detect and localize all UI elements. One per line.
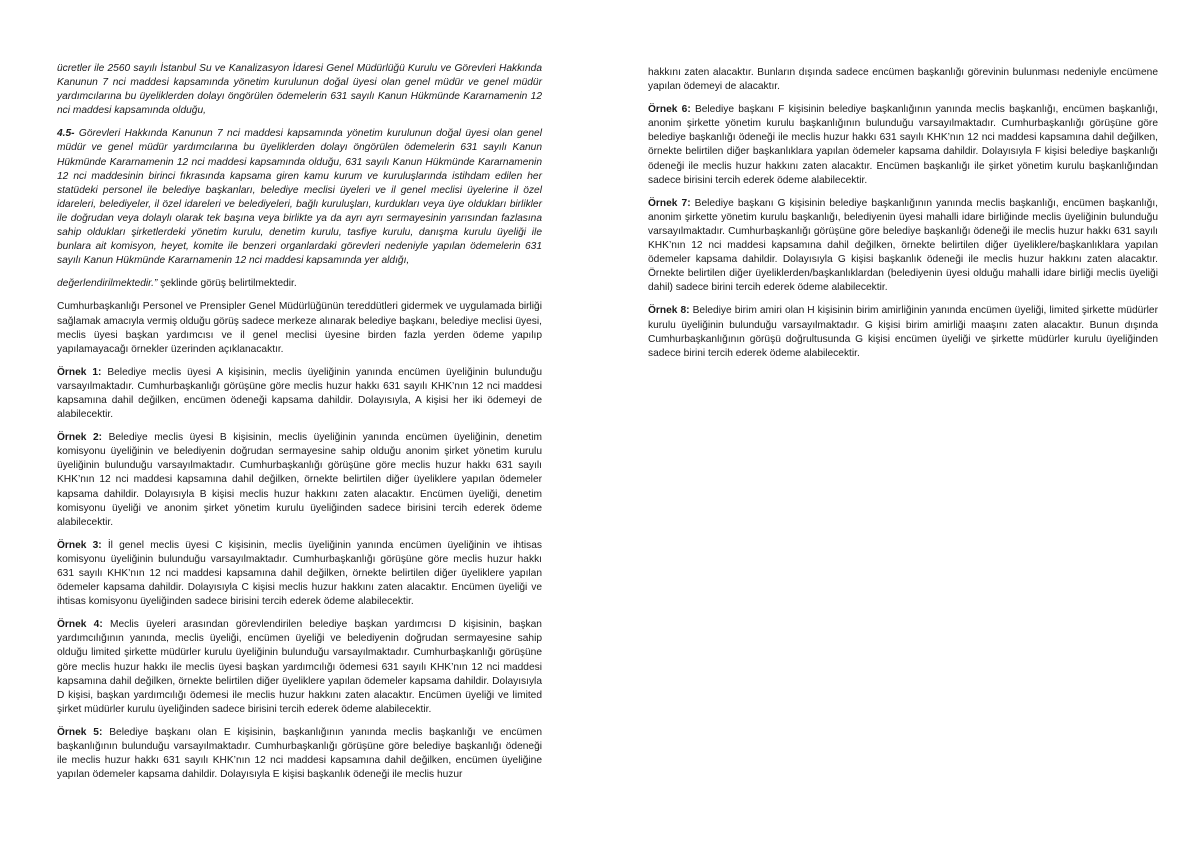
example-8 bbox=[648, 304, 1158, 360]
example-5 bbox=[57, 726, 542, 782]
example-label: Örnek 8: bbox=[648, 305, 690, 317]
example-text: Meclis üyeleri arasından görevlendirilen belediye başkan yardımcısı D kişisinin, başkan yardımcılığının yanında, meclis üyeliği, encümen üyeliği ve belediyenin doğrudan sermayesine sahip olduğu limited şirkette müdürler kurulu üyeliğinin bulunduğu varsayılmaktadır. Cumhurbaşkanlığı görüşüne göre meclis huzur hakkı ile meclis üyesi başkan yardımcılığı ödemesi 631 sayılı KHK’nın 12 nci maddesi kapsamına dahil değilken, örnekte belirtilen diğer üyeliklere yapılan ödemeler kapsama dahildir. Dolayısıyla D kişisi, başkan yardımcılığı ödemesi ile meclis huzur hakkını zaten alacaktır. Encümen üyeliği ve limited şirket müdürler kurulu üyeliğinden sadece birisini tercih ederek ödeme alabilecektir. bbox=[57, 619, 542, 715]
example-label: Örnek 4: bbox=[57, 619, 103, 631]
example-text: İl genel meclis üyesi C kişisinin, meclis üyeliğinin yanında encümen üyeliğinin ve ihtisas komisyonu üyeliğinin bulunduğu varsayılmaktadır. Cumhurbaşkanlığı görüşüne göre meclis huzur hakkı 631 sayılı KHK’nın 12 nci maddesi kapsamına dahil değilken, örnekte belirtilen diğer üyeliklere yapılan ödemeler kapsama dahildir. Dolayısıyla C kişisi meclis huzur hakkını zaten alacaktır. Encümen üyeliği ve ihtisas komisyonu üyeliğinden sadece birisini tercih ederek ödeme alabilecektir. bbox=[57, 539, 542, 608]
example-text: Belediye meclis üyesi A kişisinin, meclis üyeliğinin yanında encümen üyeliğinin bulunduğu varsayılmaktadır. Cumhurbaşkanlığı görüşüne göre meclis huzur hakkı 631 sayılı KHK’nın 12 nci maddesi kapsamına dahil değilken, encümen ödeneği kapsama dahildir. Dolayısıyla, A kişisi her iki ödemeyi de alabilecektir. bbox=[57, 366, 542, 421]
intro-paragraph: Cumhurbaşkanlığı Personel ve Prensipler Genel Müdürlüğünün tereddütleri gidermek ve uygulamada birliği sağlamak amacıyla vermiş olduğu görüş sadece merkeze alınarak belediye başkanı, belediye meclisi üyesi, meclis üyesi başkan yardımcısı ve il genel meclisi üyesine birden fazla yerden ödeme yapılıp yapılamayacağı örnekler üzerinden açıklanacaktır. bbox=[57, 301, 542, 355]
quote-paragraph-1: ücretler ile 2560 sayılı İstanbul Su ve Kanalizasyon İdaresi Genel Müdürlüğü Kurulu ve Görevleri Hakkında Kanunun 7 nci maddesi kapsamında yönetim kurulunun doğal üyesi olan genel müdür ve genel müdür yardımcılarına bu üyeliklerden dolayı öngörülen ödemelerin 631 sayılı Kanun Hükmünde Kararnamenin 12 nci maddesi kapsamında olduğu, bbox=[57, 63, 542, 117]
quote-end-italic: değerlendirilmektedir.” bbox=[57, 278, 158, 290]
quote-end-paragraph bbox=[57, 277, 542, 291]
example-4 bbox=[57, 618, 542, 717]
example-text: Belediye başkanı F kişisinin belediye başkanlığının yanında meclis başkanlığı, encümen başkanlığı, anonim şirkette yönetim kurulu başkanlığının bulunduğu varsayılmaktadır. Cumhurbaşkanlığı görüşüne göre belediye başkanlığı ödeneği ile meclis huzur hakkı 631 sayılı KHK’nın 12 nci maddesi kapsamına dahil değilken, örnekte belirtilen diğer başkanlıklara yapılan ödemeler kapsama dahildir. Dolayısıyla F kişisi belediye başkanlığı ödeneği ile meclis huzur hakkını zaten alacaktır. Encümen başkanlığı ile şirket yönetim kurulu başkanlığından sadece birisini tercih ederek ödeme alabilecektir. bbox=[648, 104, 1158, 186]
clause-number: 4.5- bbox=[57, 128, 75, 140]
example-label: Örnek 2: bbox=[57, 432, 103, 444]
example-7 bbox=[648, 197, 1158, 296]
example-text: Belediye başkanı G kişisinin belediye başkanlığının yanında meclis başkanlığı, encümen başkanlığı, anonim şirkette yönetim kurulu başkanlığı, belediyenin üyesi mahalli idare birliğinde meclis üyeliğinin bulunduğu varsayılmaktadır. Cumhurbaşkanlığı görüşüne göre belediye başkanlığı ödeneği ile meclis huzur hakkı 631 sayılı KHK’nın 12 nci maddesi kapsamına dahil değilken, örnekte belirtilen diğer üyeliklere/başkanlıklara yapılan ödemeler kapsama dahildir. Dolayısıyla G kişisi başkanlık ödeneği ile meclis huzur hakkını zaten alacaktır. Örnekte belirtilen diğer üyeliklerden/başkanlıklardan (belediyenin üyesi olduğu mahalli idare birliği meclis üyeliği dahil) sadece birini tercih ederek ödeme alabilecektir. bbox=[648, 197, 1158, 294]
example-label: Örnek 1: bbox=[57, 366, 102, 378]
continuation-paragraph: hakkını zaten alacaktır. Bunların dışında sadece encümen başkanlığı görevinin bulunması nedeniyle encümene yapılan ödemeyi de alacaktır. bbox=[648, 67, 1158, 93]
example-1 bbox=[57, 366, 542, 422]
example-text: Belediye birim amiri olan H kişisinin birim amirliğinin yanında encümen üyeliği, limited şirkette müdürler kurulu üyeliğinin bulunduğu varsayılmaktadır. G kişisi birim amirliği maaşını zaten alacaktır. Bunun dışında Cumhurbaşkanlığının görüşü doğrultusunda G kişisi encümen üyeliği ve şirkette müdürler kurulu üyeliğinden sadece birini tercih ederek ödeme alabilecektir. bbox=[648, 305, 1158, 359]
example-3 bbox=[57, 539, 542, 609]
example-label: Örnek 3: bbox=[57, 539, 102, 551]
example-2 bbox=[57, 431, 542, 530]
example-text: Belediye meclis üyesi B kişisinin, meclis üyeliğinin yanında encümen üyeliğinin, denetim komisyonu üyeliğinin ve belediyenin doğrudan sermayesine sahip olduğu anonim şirket yönetim kurulu üyeliğinin bulunduğu varsayılmaktadır. Cumhurbaşkanlığı görüşüne göre meclis huzur hakkı 631 sayılı KHK’nın 12 nci maddesi kapsamına dahil değilken, örnekte belirtilen diğer üyeliklere yapılan ödemeler kapsama dahildir. Dolayısıyla B kişisi meclis huzur hakkını zaten alacaktır. Encümen üyeliği, denetim komisyonu üyeliği ve anonim şirket yönetim kurulu üyeliğinden sadece birisini tercih ederek ödeme alabilecektir. bbox=[57, 432, 542, 528]
example-text: Belediye başkanı olan E kişisinin, başkanlığının yanında meclis başkanlığı ve encümen başkanlığının bulunduğu varsayılmaktadır. Cumhurbaşkanlığı görüşüne göre belediye başkanlığı ödeneği ile meclis huzur hakkı 631 sayılı KHK’nın 12 nci maddesi kapsamına dahil değilken, encümen üyeliğine yapılan ödemeler kapsama dahildir. Dolayısıyla E kişisi başkanlık ödeneği ile meclis huzur bbox=[57, 726, 542, 781]
example-label: Örnek 6: bbox=[648, 104, 691, 116]
clause-text: Görevleri Hakkında Kanunun 7 nci maddesi kapsamında yönetim kurulunun doğal üyesi olan genel müdür ve genel müdür yardımcılarına bu üyeliklerden dolayı öngörülen ödemelerin 631 sayılı Kanun Hükmünde Kararnamenin 12 nci maddesi kapsamında olduğu, 631 sayılı Kanun Hükmünde Kararnamenin 12 nci maddesinin birinci fıkrasında kapsama giren kamu kurum ve kuruluşlarında istihdam edilen her statüdeki personel ile belediye başkanları, belediye meclisi üyeleri ve il genel meclisi üyelerine il özel idareleri, belediyeler, il özel idareleri ve belediyeleri, bağlı kuruluşları, kurdukları veya üye oldukları birlikler ile doğrudan veya dolaylı olarak tek başına veya birlikte ya da ayrı ayrı sermayesinin yarısından fazlasına sahip oldukları şirketlerdeki yönetim kurulu, denetim kurulu, tasfiye kurulu, danışma kurulu üyeliği ile bunlara ait komisyon, heyet, komite ile benzeri organlardaki görevleri nedeniyle yapılan ödemelerin 631 sayılı Kanun Hükmünde Kararnamenin 12 nci maddesi kapsamında yer aldığı, bbox=[57, 128, 542, 267]
left-column bbox=[57, 62, 542, 791]
example-label: Örnek 5: bbox=[57, 726, 103, 738]
example-6 bbox=[648, 103, 1158, 188]
example-label: Örnek 7: bbox=[648, 197, 691, 209]
quote-paragraph-2 bbox=[57, 127, 542, 268]
quote-end-normal: şeklinde görüş belirtilmektedir. bbox=[157, 278, 297, 290]
right-column bbox=[648, 66, 1158, 370]
